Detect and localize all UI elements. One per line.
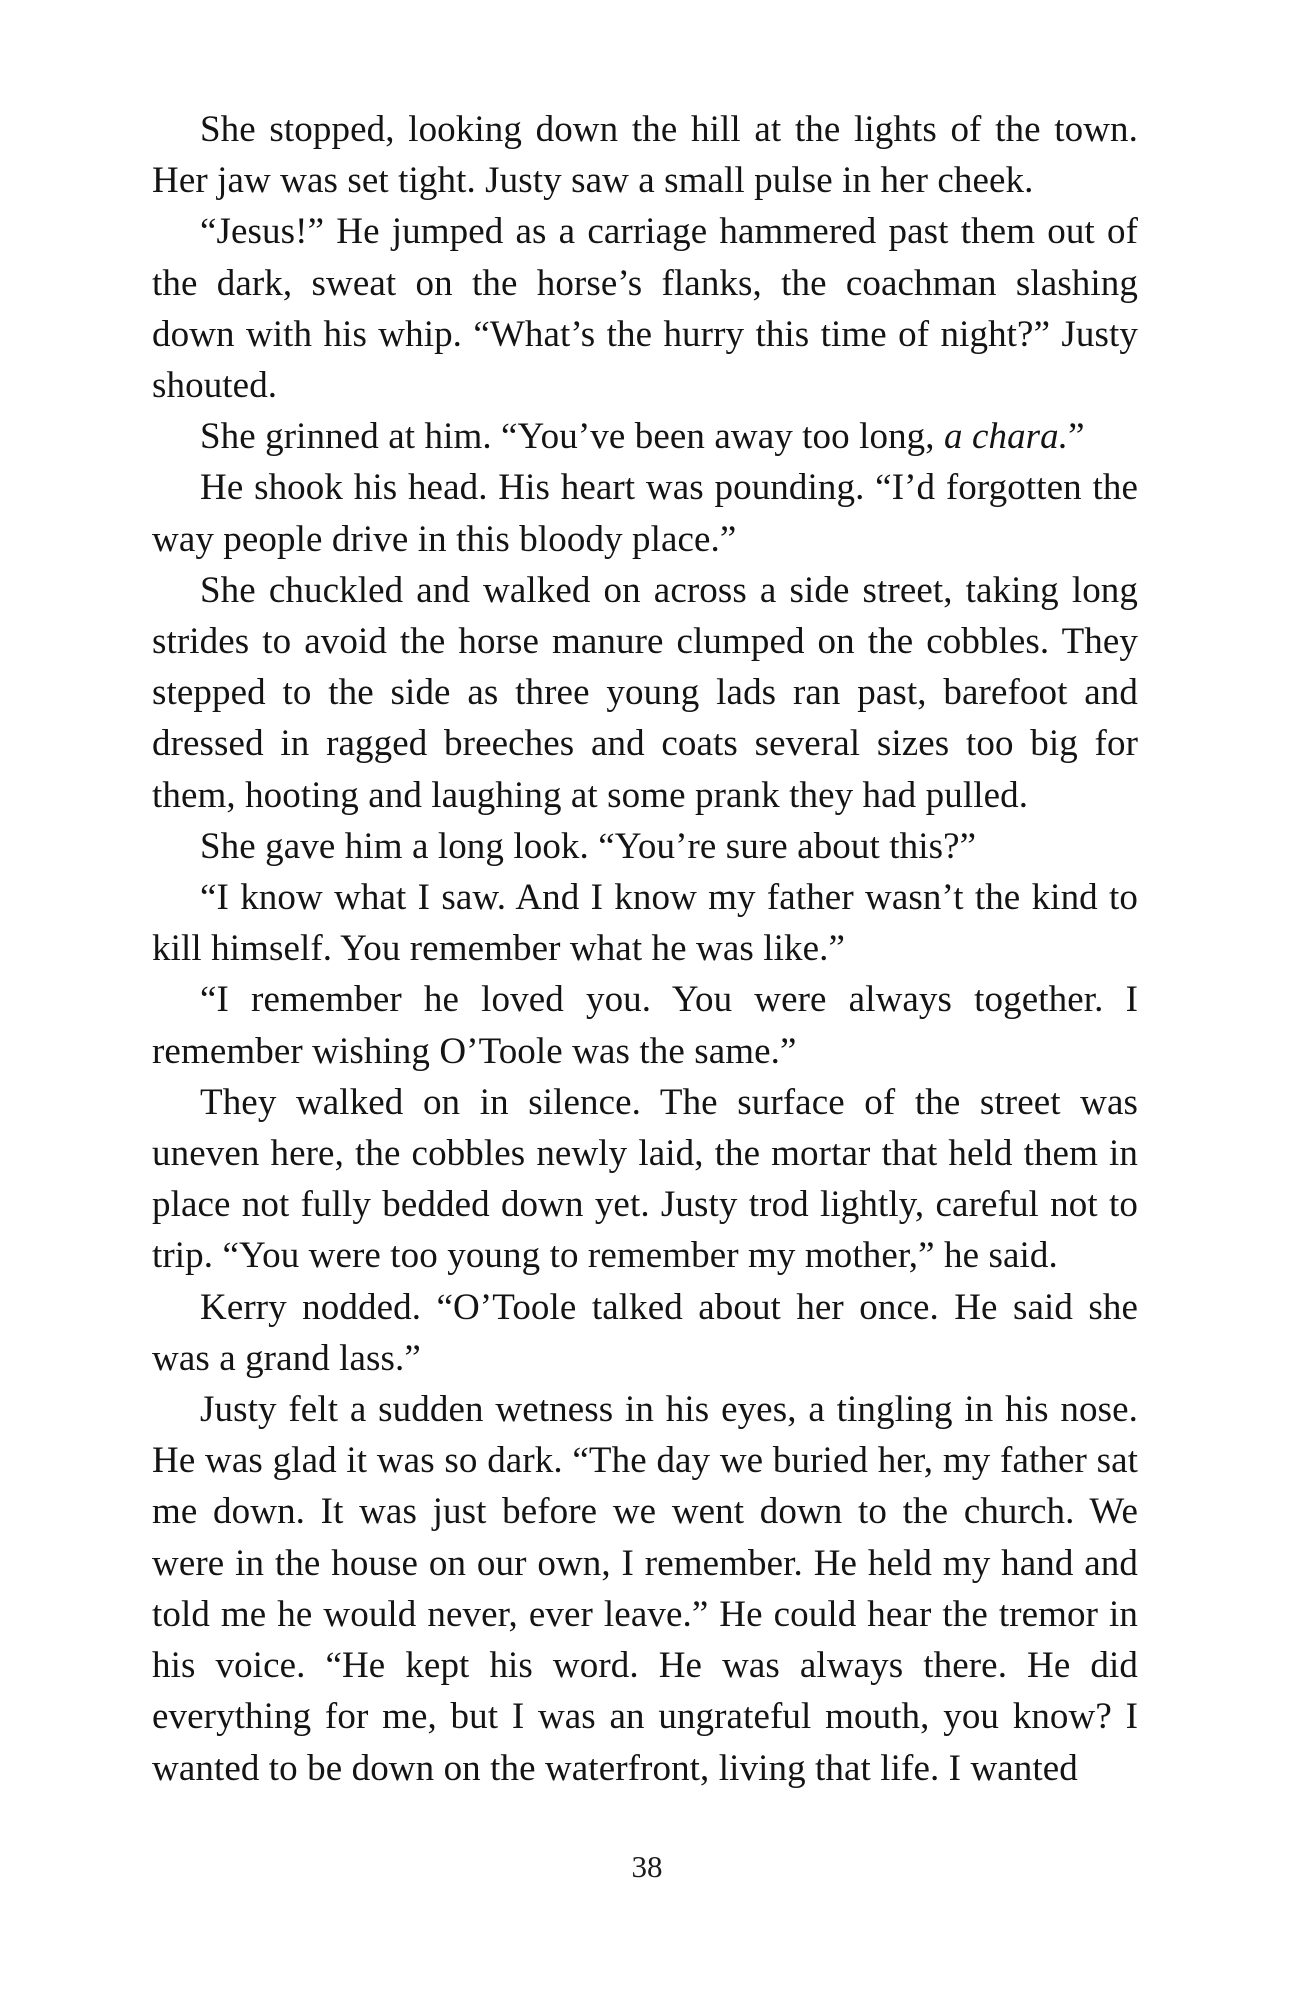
page-number: 38 <box>631 1849 663 1884</box>
paragraph-3 <box>152 411 1138 462</box>
paragraph-11: Justy felt a sudden wetness in his eyes, a tingling in his nose. He was glad it was so dark. “The day we buried her, my father sat me down. It was just before we went down to the church. We were in the house on our own, I remember. He held my hand and told me he would never, ever leave.” He could hear the tremor in his voice. “He kept his word. He was always there. He did everything for me, but I was an ungrateful mouth, you know? I wanted to be down on the waterfront, living that life. I wanted <box>152 1389 1138 1789</box>
paragraph-3-italic: a chara. <box>944 416 1069 458</box>
paragraph-8: “I remember he loved you. You were always together. I remember wishing O’Toole was the same.” <box>152 979 1138 1072</box>
paragraph-5: She chuckled and walked on across a side street, taking long strides to avoid the horse manure clumped on the cobbles. They stepped to the side as three young lads ran past, barefoot and dressed in ragged breeches and coats several sizes too big for them, hooting and laughing at some prank they had pulled. <box>152 569 1138 816</box>
paragraph-4: He shook his head. His heart was pounding. “I’d forgotten the way people drive in this bloody place.” <box>152 467 1138 560</box>
paragraph-3-close-quote: ” <box>1068 416 1085 458</box>
body-text <box>152 104 1138 1794</box>
paragraph-9: They walked on in silence. The surface of the street was uneven here, the cobbles newly laid, the mortar that held them in place not fully bedded down yet. Justy trod lightly, careful not to trip. “You were too young to remember my mother,” he said. <box>152 1081 1138 1277</box>
paragraph-1: She stopped, looking down the hill at the lights of the town. Her jaw was set tight. Justy saw a small pulse in her cheek. <box>152 109 1138 202</box>
paragraph-2: “Jesus!” He jumped as a carriage hammered past them out of the dark, sweat on the horse’s flanks, the coachman slashing down with his whip. “What’s the hurry this time of night?” Justy shouted. <box>152 211 1138 407</box>
paragraph-6: She gave him a long look. “You’re sure about this?” <box>200 825 977 867</box>
paragraph-3-text: She grinned at him. “You’ve been away too long, <box>200 416 944 458</box>
paragraph-7: “I know what I saw. And I know my father wasn’t the kind to kill himself. You remember what he was like.” <box>152 877 1138 970</box>
paragraph-10: Kerry nodded. “O’Toole talked about her once. He said she was a grand lass.” <box>152 1286 1138 1379</box>
